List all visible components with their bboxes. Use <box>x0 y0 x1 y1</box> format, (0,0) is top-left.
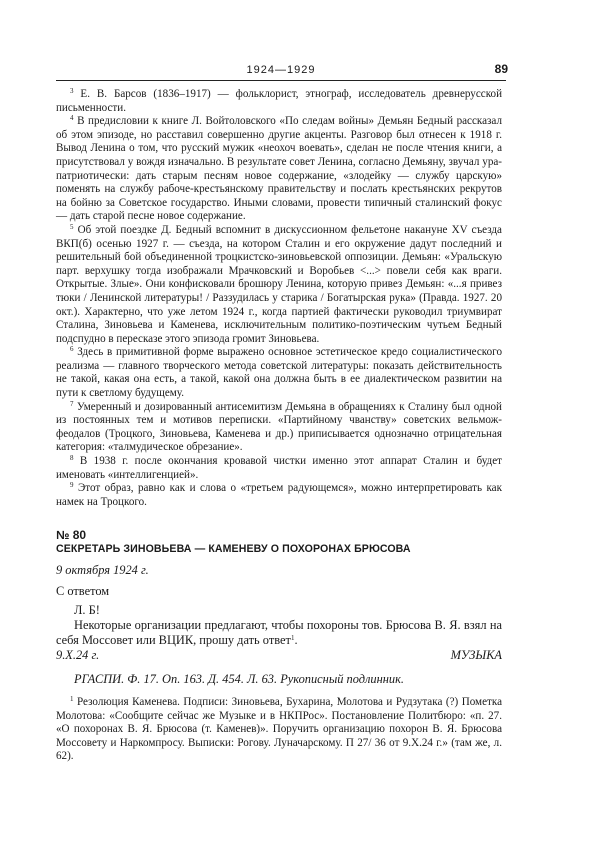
signature-date: 9.X.24 г. <box>56 648 100 662</box>
resolution: С ответом <box>56 584 110 598</box>
archive-reference: РГАСПИ. Ф. 17. Оп. 163. Д. 454. Л. 63. Рукописный подлинник. <box>74 672 404 686</box>
note-text: В предисловии к книге Л. Войтоловского «По следам войны» Демьян Бедный рассказал об этом эпизоде, но расставил совершенно другие акценты. Разговор был отнесен к 1918 г. Вывод Ленина о том, что русский мужик «неохоч воевать», сделан не после чтения книги, а присутствовал у вождя изначально. В результате совет Ленина, согласно Демьяну, звучал ура-патриотически: дать старым песням новое содержание, «злодейку — службу царскую» поменять на службу рабоче-крестьянскому правительству и послать крестьянских рекрутов на бойню за Советское государство. Иными словами, провести типичный сталинский фокус — дать старой песне новое содержание. <box>56 115 502 223</box>
letter-text: Некоторые организации предлагают, чтобы похороны тов. Брюсова В. Я. взял на себя Моссовет или ВЦИК, прошу дать ответ <box>56 618 502 647</box>
letter-body <box>56 603 502 648</box>
note-5 <box>56 224 502 346</box>
note-4 <box>56 115 502 224</box>
document-number: № 80 <box>56 528 87 542</box>
note-marker: 9 <box>70 481 74 490</box>
note-marker: 6 <box>70 345 74 354</box>
note-marker: 4 <box>70 114 74 123</box>
letter-paragraph <box>56 618 502 648</box>
endnotes <box>56 88 502 509</box>
note-text: Е. В. Барсов (1836–1917) — фольклорист, этнограф, исследователь древнерусской письменности. <box>56 88 503 114</box>
document-date: 9 октября 1924 г. <box>56 563 149 577</box>
note-6 <box>56 346 502 400</box>
note-marker: 8 <box>70 454 74 463</box>
footnote-ref: 1 <box>290 634 295 642</box>
note-9 <box>56 482 502 509</box>
footnote-marker: 1 <box>70 695 74 703</box>
footnote-1 <box>56 696 502 764</box>
document-title: СЕКРЕТАРЬ ЗИНОВЬЕВА — КАМЕНЕВУ О ПОХОРОНАХ БРЮСОВА <box>56 543 411 555</box>
header-years: 1924—1929 <box>246 64 316 76</box>
footnote-text: Резолюция Каменева. Подписи: Зиновьева, Бухарина, Молотова и Рудзутака (?) Пометка Молотова: «Сообщите сейчас же Музыке и в НКПРос». Постановление Политбюро: «п. 27. «О похоронах В. Я. Брюсова (т. Каменев)». Поручить организацию похорон В. Я. Брюсова Моссовету и Наркомпросу. Выписки: Рогову. Луначарскому. П 27/ 36 от 9.X.24 г.» (там же, л. 62). <box>56 696 502 763</box>
note-text: В 1938 г. после окончания кровавой чистки именно этот аппарат Сталин и будет именовать «интеллигенцией». <box>56 455 502 481</box>
letter-end: . <box>294 633 298 647</box>
note-7 <box>56 401 502 455</box>
signature-name: МУЗЫКА <box>450 648 502 662</box>
note-text: Умеренный и дозированный антисемитизм Демьяна в обращениях к Сталину был одной из постоянных тем и мотивов переписки. «Партийному чванству» советских вельмож-феодалов (Троцкого, Зиновьева, Каменева и др.) приписывается однозначно отрицательная категория: «талмудическое обрезание». <box>56 400 502 454</box>
running-header <box>56 64 506 81</box>
note-8 <box>56 455 502 482</box>
note-text: Здесь в примитивной форме выражено основное эстетическое кредо социалистического реализма — главного творческого метода советской литературы: показать действительность не такой, какая она есть, а такой, какой она должна быть в ее диалектическом развитии на пути к светлому будущему. <box>56 346 502 400</box>
note-text: Этот образ, равно как и слова о «третьем радующемся», можно интерпретировать как намек на Троцкого. <box>56 482 502 508</box>
note-marker: 3 <box>70 87 74 95</box>
salutation: Л. Б! <box>74 603 100 617</box>
note-marker: 5 <box>70 222 74 231</box>
note-marker: 7 <box>70 399 74 408</box>
note-text: Об этой поездке Д. Бедный вспомнит в дискуссионном фельетоне накануне XV съезда ВКП(б) осенью 1927 г. — съезда, на котором Сталин и его окружение дадут последний и решительный бой объединенной троцкистско-зиновьевской оппозиции. Демьян: «Уральскую парт. верхушку тогда изображали Мрачковский и Воробьев <...> повели себя как враги. Открытые. Злые». Они конфисковали брошюру Ленина, которую привез Демьян: «...я привез тюки / Ленинской литературы! / Раззудилась у старика / Богатырская рука» (Правда. 1927. 20 окт.). Характерно, что уже летом 1924 г., когда партией фактически руководил триумвират Сталина, Зиновьева и Каменева, исключительным политико-поэтическим чутьем Бедный подспудно в пересказе этого эпизода громит Зиновьева. <box>56 223 502 345</box>
page-number: 89 <box>494 62 508 76</box>
note-3 <box>56 88 502 115</box>
